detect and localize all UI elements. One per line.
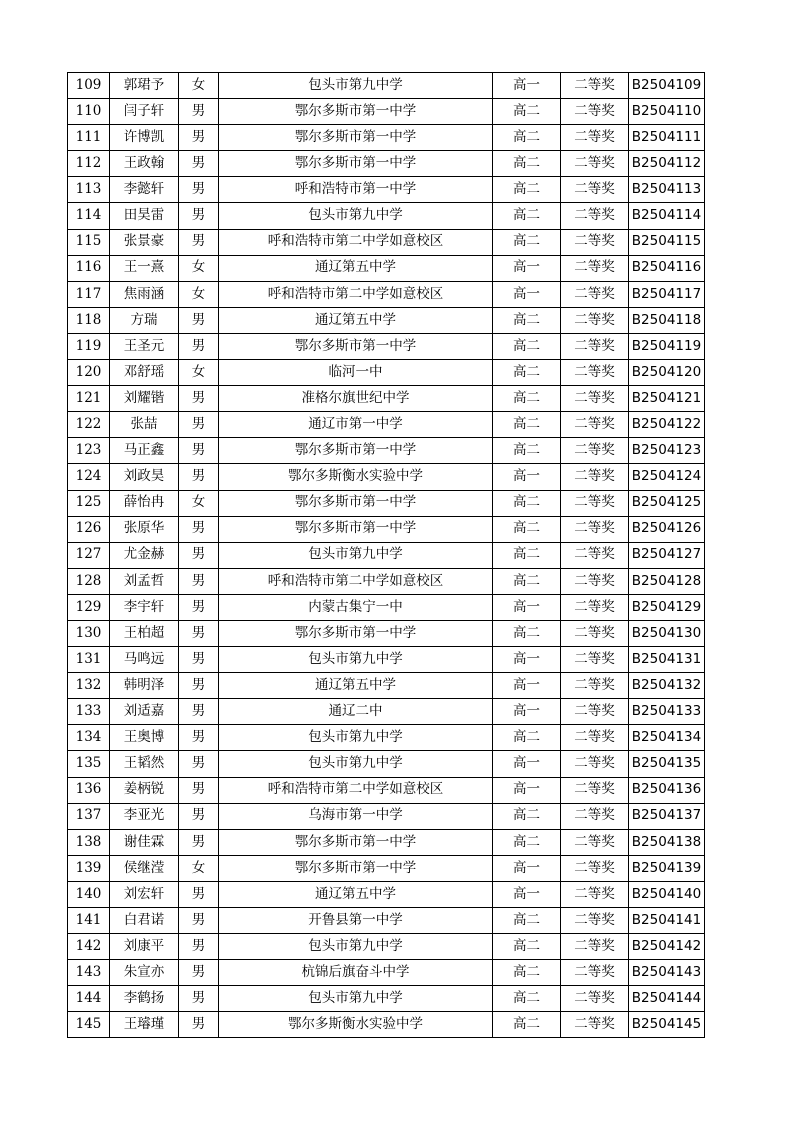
grade-cell: 高二	[493, 490, 561, 516]
grade-cell: 高二	[493, 333, 561, 359]
award-level-cell: 二等奖	[561, 333, 629, 359]
award-table-body	[68, 73, 705, 1038]
gender-cell: 男	[179, 125, 219, 151]
student-name-cell: 闫子轩	[110, 99, 179, 125]
certificate-id-cell: B2504112	[629, 151, 705, 177]
row-number-cell: 134	[68, 725, 110, 751]
student-name-cell: 王韬然	[110, 751, 179, 777]
gender-cell: 男	[179, 803, 219, 829]
award-list-table	[67, 72, 705, 1038]
award-level-cell: 二等奖	[561, 516, 629, 542]
table-row	[68, 1012, 705, 1038]
certificate-id-cell: B2504133	[629, 699, 705, 725]
certificate-id-cell: B2504141	[629, 908, 705, 934]
table-row	[68, 151, 705, 177]
certificate-id-cell: B2504140	[629, 881, 705, 907]
certificate-id-cell: B2504120	[629, 360, 705, 386]
school-cell: 鄂尔多斯市第一中学	[219, 438, 493, 464]
student-name-cell: 刘耀锴	[110, 386, 179, 412]
student-name-cell: 张原华	[110, 516, 179, 542]
gender-cell: 女	[179, 855, 219, 881]
award-level-cell: 二等奖	[561, 73, 629, 99]
award-level-cell: 二等奖	[561, 673, 629, 699]
award-level-cell: 二等奖	[561, 908, 629, 934]
row-number-cell: 128	[68, 568, 110, 594]
school-cell: 鄂尔多斯市第一中学	[219, 620, 493, 646]
grade-cell: 高二	[493, 803, 561, 829]
award-level-cell: 二等奖	[561, 99, 629, 125]
certificate-id-cell: B2504142	[629, 934, 705, 960]
grade-cell: 高二	[493, 1012, 561, 1038]
grade-cell: 高二	[493, 542, 561, 568]
school-cell: 乌海市第一中学	[219, 803, 493, 829]
certificate-id-cell: B2504122	[629, 412, 705, 438]
student-name-cell: 王一熹	[110, 255, 179, 281]
table-row	[68, 699, 705, 725]
grade-cell: 高二	[493, 438, 561, 464]
row-number-cell: 111	[68, 125, 110, 151]
gender-cell: 男	[179, 333, 219, 359]
gender-cell: 男	[179, 307, 219, 333]
school-cell: 通辽二中	[219, 699, 493, 725]
row-number-cell: 114	[68, 203, 110, 229]
grade-cell: 高二	[493, 829, 561, 855]
gender-cell: 男	[179, 908, 219, 934]
school-cell: 包头市第九中学	[219, 986, 493, 1012]
student-name-cell: 焦雨涵	[110, 281, 179, 307]
gender-cell: 男	[179, 620, 219, 646]
grade-cell: 高二	[493, 568, 561, 594]
student-name-cell: 姜柄锐	[110, 777, 179, 803]
row-number-cell: 135	[68, 751, 110, 777]
grade-cell: 高二	[493, 203, 561, 229]
school-cell: 鄂尔多斯市第一中学	[219, 151, 493, 177]
certificate-id-cell: B2504119	[629, 333, 705, 359]
certificate-id-cell: B2504110	[629, 99, 705, 125]
gender-cell: 男	[179, 934, 219, 960]
award-level-cell: 二等奖	[561, 829, 629, 855]
award-level-cell: 二等奖	[561, 177, 629, 203]
gender-cell: 男	[179, 1012, 219, 1038]
grade-cell: 高一	[493, 281, 561, 307]
award-level-cell: 二等奖	[561, 855, 629, 881]
grade-cell: 高一	[493, 647, 561, 673]
award-level-cell: 二等奖	[561, 490, 629, 516]
certificate-id-cell: B2504121	[629, 386, 705, 412]
school-cell: 通辽第五中学	[219, 673, 493, 699]
student-name-cell: 侯继滢	[110, 855, 179, 881]
table-row	[68, 725, 705, 751]
student-name-cell: 刘适嘉	[110, 699, 179, 725]
row-number-cell: 125	[68, 490, 110, 516]
grade-cell: 高一	[493, 881, 561, 907]
student-name-cell: 李懿轩	[110, 177, 179, 203]
award-level-cell: 二等奖	[561, 203, 629, 229]
gender-cell: 男	[179, 542, 219, 568]
table-row	[68, 881, 705, 907]
certificate-id-cell: B2504134	[629, 725, 705, 751]
award-level-cell: 二等奖	[561, 568, 629, 594]
certificate-id-cell: B2504145	[629, 1012, 705, 1038]
school-cell: 内蒙古集宁一中	[219, 594, 493, 620]
table-row	[68, 203, 705, 229]
award-level-cell: 二等奖	[561, 881, 629, 907]
certificate-id-cell: B2504125	[629, 490, 705, 516]
award-level-cell: 二等奖	[561, 412, 629, 438]
row-number-cell: 117	[68, 281, 110, 307]
row-number-cell: 136	[68, 777, 110, 803]
gender-cell: 男	[179, 229, 219, 255]
student-name-cell: 马正鑫	[110, 438, 179, 464]
grade-cell: 高二	[493, 125, 561, 151]
certificate-id-cell: B2504115	[629, 229, 705, 255]
row-number-cell: 133	[68, 699, 110, 725]
grade-cell: 高二	[493, 177, 561, 203]
student-name-cell: 邓舒瑶	[110, 360, 179, 386]
row-number-cell: 123	[68, 438, 110, 464]
gender-cell: 男	[179, 725, 219, 751]
award-level-cell: 二等奖	[561, 151, 629, 177]
award-level-cell: 二等奖	[561, 777, 629, 803]
row-number-cell: 132	[68, 673, 110, 699]
row-number-cell: 113	[68, 177, 110, 203]
row-number-cell: 138	[68, 829, 110, 855]
row-number-cell: 139	[68, 855, 110, 881]
certificate-id-cell: B2504116	[629, 255, 705, 281]
row-number-cell: 144	[68, 986, 110, 1012]
grade-cell: 高二	[493, 620, 561, 646]
gender-cell: 男	[179, 203, 219, 229]
gender-cell: 男	[179, 568, 219, 594]
school-cell: 鄂尔多斯市第一中学	[219, 855, 493, 881]
table-row	[68, 568, 705, 594]
grade-cell: 高二	[493, 307, 561, 333]
grade-cell: 高二	[493, 908, 561, 934]
student-name-cell: 刘孟哲	[110, 568, 179, 594]
gender-cell: 男	[179, 177, 219, 203]
gender-cell: 男	[179, 673, 219, 699]
row-number-cell: 110	[68, 99, 110, 125]
table-row	[68, 908, 705, 934]
grade-cell: 高一	[493, 699, 561, 725]
school-cell: 准格尔旗世纪中学	[219, 386, 493, 412]
table-row	[68, 516, 705, 542]
award-level-cell: 二等奖	[561, 542, 629, 568]
table-row	[68, 855, 705, 881]
gender-cell: 男	[179, 986, 219, 1012]
student-name-cell: 李亚光	[110, 803, 179, 829]
grade-cell: 高一	[493, 464, 561, 490]
school-cell: 杭锦后旗奋斗中学	[219, 960, 493, 986]
award-level-cell: 二等奖	[561, 255, 629, 281]
table-row	[68, 490, 705, 516]
certificate-id-cell: B2504126	[629, 516, 705, 542]
grade-cell: 高二	[493, 986, 561, 1012]
award-level-cell: 二等奖	[561, 751, 629, 777]
gender-cell: 男	[179, 881, 219, 907]
grade-cell: 高一	[493, 73, 561, 99]
row-number-cell: 129	[68, 594, 110, 620]
table-row	[68, 464, 705, 490]
student-name-cell: 许博凯	[110, 125, 179, 151]
grade-cell: 高一	[493, 594, 561, 620]
row-number-cell: 145	[68, 1012, 110, 1038]
student-name-cell: 白君诺	[110, 908, 179, 934]
grade-cell: 高二	[493, 229, 561, 255]
grade-cell: 高二	[493, 386, 561, 412]
certificate-id-cell: B2504113	[629, 177, 705, 203]
student-name-cell: 朱宣亦	[110, 960, 179, 986]
student-name-cell: 张喆	[110, 412, 179, 438]
table-row	[68, 986, 705, 1012]
grade-cell: 高二	[493, 99, 561, 125]
school-cell: 包头市第九中学	[219, 542, 493, 568]
table-row	[68, 333, 705, 359]
table-row	[68, 281, 705, 307]
school-cell: 通辽市第一中学	[219, 412, 493, 438]
school-cell: 包头市第九中学	[219, 725, 493, 751]
gender-cell: 女	[179, 490, 219, 516]
certificate-id-cell: B2504124	[629, 464, 705, 490]
certificate-id-cell: B2504139	[629, 855, 705, 881]
row-number-cell: 137	[68, 803, 110, 829]
row-number-cell: 141	[68, 908, 110, 934]
grade-cell: 高一	[493, 855, 561, 881]
student-name-cell: 刘康平	[110, 934, 179, 960]
student-name-cell: 李宇轩	[110, 594, 179, 620]
row-number-cell: 130	[68, 620, 110, 646]
table-row	[68, 73, 705, 99]
school-cell: 通辽第五中学	[219, 255, 493, 281]
school-cell: 鄂尔多斯市第一中学	[219, 99, 493, 125]
school-cell: 呼和浩特市第一中学	[219, 177, 493, 203]
gender-cell: 男	[179, 777, 219, 803]
table-row	[68, 360, 705, 386]
certificate-id-cell: B2504109	[629, 73, 705, 99]
gender-cell: 男	[179, 699, 219, 725]
row-number-cell: 118	[68, 307, 110, 333]
certificate-id-cell: B2504136	[629, 777, 705, 803]
gender-cell: 男	[179, 829, 219, 855]
gender-cell: 男	[179, 438, 219, 464]
certificate-id-cell: B2504143	[629, 960, 705, 986]
row-number-cell: 142	[68, 934, 110, 960]
student-name-cell: 王政翰	[110, 151, 179, 177]
gender-cell: 男	[179, 647, 219, 673]
certificate-id-cell: B2504127	[629, 542, 705, 568]
student-name-cell: 薛怡冉	[110, 490, 179, 516]
gender-cell: 男	[179, 151, 219, 177]
school-cell: 呼和浩特市第二中学如意校区	[219, 777, 493, 803]
student-name-cell: 张景豪	[110, 229, 179, 255]
certificate-id-cell: B2504114	[629, 203, 705, 229]
certificate-id-cell: B2504131	[629, 647, 705, 673]
student-name-cell: 郭珺予	[110, 73, 179, 99]
row-number-cell: 140	[68, 881, 110, 907]
student-name-cell: 刘宏轩	[110, 881, 179, 907]
school-cell: 呼和浩特市第二中学如意校区	[219, 281, 493, 307]
table-row	[68, 777, 705, 803]
grade-cell: 高二	[493, 934, 561, 960]
table-row	[68, 751, 705, 777]
school-cell: 鄂尔多斯市第一中学	[219, 829, 493, 855]
row-number-cell: 122	[68, 412, 110, 438]
row-number-cell: 124	[68, 464, 110, 490]
certificate-id-cell: B2504129	[629, 594, 705, 620]
row-number-cell: 120	[68, 360, 110, 386]
student-name-cell: 马鸣远	[110, 647, 179, 673]
certificate-id-cell: B2504118	[629, 307, 705, 333]
table-row	[68, 307, 705, 333]
gender-cell: 男	[179, 960, 219, 986]
grade-cell: 高二	[493, 412, 561, 438]
certificate-id-cell: B2504123	[629, 438, 705, 464]
award-level-cell: 二等奖	[561, 647, 629, 673]
student-name-cell: 田昊雷	[110, 203, 179, 229]
award-level-cell: 二等奖	[561, 986, 629, 1012]
student-name-cell: 方瑞	[110, 307, 179, 333]
award-level-cell: 二等奖	[561, 464, 629, 490]
school-cell: 包头市第九中学	[219, 73, 493, 99]
school-cell: 临河一中	[219, 360, 493, 386]
certificate-id-cell: B2504132	[629, 673, 705, 699]
school-cell: 鄂尔多斯市第一中学	[219, 516, 493, 542]
award-level-cell: 二等奖	[561, 620, 629, 646]
table-row	[68, 542, 705, 568]
gender-cell: 女	[179, 255, 219, 281]
row-number-cell: 126	[68, 516, 110, 542]
student-name-cell: 王璿瑾	[110, 1012, 179, 1038]
gender-cell: 男	[179, 516, 219, 542]
table-row	[68, 934, 705, 960]
row-number-cell: 127	[68, 542, 110, 568]
row-number-cell: 143	[68, 960, 110, 986]
school-cell: 包头市第九中学	[219, 934, 493, 960]
certificate-id-cell: B2504137	[629, 803, 705, 829]
table-row	[68, 829, 705, 855]
row-number-cell: 121	[68, 386, 110, 412]
table-row	[68, 125, 705, 151]
certificate-id-cell: B2504135	[629, 751, 705, 777]
row-number-cell: 115	[68, 229, 110, 255]
award-level-cell: 二等奖	[561, 125, 629, 151]
award-level-cell: 二等奖	[561, 594, 629, 620]
table-row	[68, 229, 705, 255]
award-level-cell: 二等奖	[561, 386, 629, 412]
gender-cell: 男	[179, 464, 219, 490]
table-row	[68, 960, 705, 986]
school-cell: 通辽第五中学	[219, 307, 493, 333]
award-level-cell: 二等奖	[561, 699, 629, 725]
award-level-cell: 二等奖	[561, 1012, 629, 1038]
award-level-cell: 二等奖	[561, 281, 629, 307]
school-cell: 鄂尔多斯衡水实验中学	[219, 464, 493, 490]
certificate-id-cell: B2504138	[629, 829, 705, 855]
school-cell: 通辽第五中学	[219, 881, 493, 907]
student-name-cell: 王柏超	[110, 620, 179, 646]
table-row	[68, 99, 705, 125]
award-level-cell: 二等奖	[561, 307, 629, 333]
grade-cell: 高一	[493, 255, 561, 281]
gender-cell: 男	[179, 594, 219, 620]
gender-cell: 女	[179, 281, 219, 307]
school-cell: 鄂尔多斯市第一中学	[219, 125, 493, 151]
row-number-cell: 131	[68, 647, 110, 673]
award-level-cell: 二等奖	[561, 803, 629, 829]
gender-cell: 女	[179, 360, 219, 386]
student-name-cell: 王奥博	[110, 725, 179, 751]
table-row	[68, 673, 705, 699]
student-name-cell: 王圣元	[110, 333, 179, 359]
table-row	[68, 594, 705, 620]
student-name-cell: 韩明泽	[110, 673, 179, 699]
certificate-id-cell: B2504130	[629, 620, 705, 646]
award-level-cell: 二等奖	[561, 934, 629, 960]
gender-cell: 男	[179, 99, 219, 125]
gender-cell: 女	[179, 73, 219, 99]
school-cell: 鄂尔多斯市第一中学	[219, 333, 493, 359]
grade-cell: 高一	[493, 777, 561, 803]
school-cell: 包头市第九中学	[219, 751, 493, 777]
certificate-id-cell: B2504111	[629, 125, 705, 151]
grade-cell: 高二	[493, 725, 561, 751]
row-number-cell: 109	[68, 73, 110, 99]
grade-cell: 高二	[493, 516, 561, 542]
table-row	[68, 412, 705, 438]
award-level-cell: 二等奖	[561, 725, 629, 751]
grade-cell: 高二	[493, 360, 561, 386]
school-cell: 呼和浩特市第二中学如意校区	[219, 568, 493, 594]
table-row	[68, 438, 705, 464]
table-row	[68, 620, 705, 646]
row-number-cell: 116	[68, 255, 110, 281]
table-row	[68, 177, 705, 203]
grade-cell: 高一	[493, 673, 561, 699]
gender-cell: 男	[179, 386, 219, 412]
table-row	[68, 255, 705, 281]
row-number-cell: 112	[68, 151, 110, 177]
certificate-id-cell: B2504144	[629, 986, 705, 1012]
school-cell: 鄂尔多斯衡水实验中学	[219, 1012, 493, 1038]
certificate-id-cell: B2504128	[629, 568, 705, 594]
student-name-cell: 谢佳霖	[110, 829, 179, 855]
gender-cell: 男	[179, 751, 219, 777]
award-level-cell: 二等奖	[561, 360, 629, 386]
table-row	[68, 647, 705, 673]
school-cell: 呼和浩特市第二中学如意校区	[219, 229, 493, 255]
gender-cell: 男	[179, 412, 219, 438]
grade-cell: 高二	[493, 151, 561, 177]
school-cell: 开鲁县第一中学	[219, 908, 493, 934]
school-cell: 包头市第九中学	[219, 647, 493, 673]
student-name-cell: 李鹤扬	[110, 986, 179, 1012]
award-level-cell: 二等奖	[561, 438, 629, 464]
student-name-cell: 刘政昊	[110, 464, 179, 490]
student-name-cell: 尤金赫	[110, 542, 179, 568]
grade-cell: 高二	[493, 960, 561, 986]
award-level-cell: 二等奖	[561, 229, 629, 255]
award-level-cell: 二等奖	[561, 960, 629, 986]
school-cell: 包头市第九中学	[219, 203, 493, 229]
table-row	[68, 386, 705, 412]
table-row	[68, 803, 705, 829]
grade-cell: 高一	[493, 751, 561, 777]
row-number-cell: 119	[68, 333, 110, 359]
school-cell: 鄂尔多斯市第一中学	[219, 490, 493, 516]
certificate-id-cell: B2504117	[629, 281, 705, 307]
